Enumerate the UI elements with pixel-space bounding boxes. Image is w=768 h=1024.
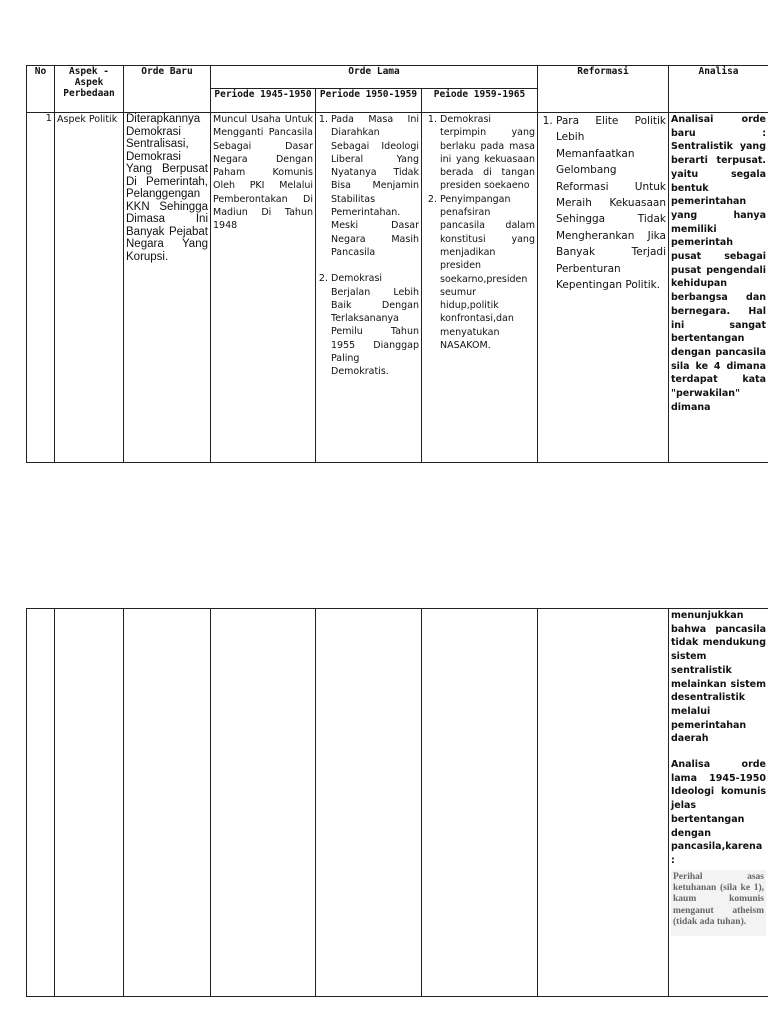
comparison-table-continued (26, 608, 768, 997)
aspect-label: Aspek Politik (55, 113, 124, 463)
empty-cell (316, 609, 422, 997)
reformasi-cell (538, 113, 669, 463)
header-periode-1950: Periode 1950-1959 (316, 89, 422, 113)
header-analisa: Analisa (669, 66, 768, 113)
empty-cell (55, 609, 124, 997)
empty-cell (211, 609, 316, 997)
header-orde-baru: Orde Baru (124, 66, 211, 113)
orde-baru-cell: Diterapkannya Demokrasi Sentralisasi, Demokrasi Yang Berpusat Di Pemerintah, Pelanggengan KKN Sehingga Dimasa Ini Banyak Pejabat Negara Yang Korupsi. (124, 113, 211, 463)
periode-1959-item: 1. Demokrasi terpimpin yang berlaku pada masa ini yang kekuasaan berada di tangan presiden soekaeno (440, 113, 535, 193)
header-no: No (27, 66, 55, 113)
analisa-paragraph: menunjukkan bahwa pancasila tidak mendukung sistem sentralistik melainkan sistem desentralistik melalui pemerintahan daerah (671, 610, 766, 745)
periode-1959-item: 2. Penyimpangan penafsiran pancasila dalam konstitusi yang menjadikan presiden soekarno,presiden seumur hidup,politik konfrontasi,dan menyatukan NASAKOM. (440, 193, 535, 353)
periode-1959-cell (422, 113, 538, 463)
empty-cell (538, 609, 669, 997)
header-periode-1959: Peiode 1959-1965 (422, 89, 538, 113)
reformasi-item: 1. Para Elite Politik Lebih Memanfaatkan Gelombang Reformasi Untuk Meraih Kekuasaan Sehingga Tidak Mengherankan Jika Banyak Terjadi Perbenturan Kepentingan Politik. (556, 113, 666, 293)
periode-1950-cell (316, 113, 422, 463)
header-aspek: Aspek - Aspek Perbedaan (55, 66, 124, 113)
header-reformasi: Reformasi (538, 66, 669, 113)
analisa-cell: Analisai orde baru : Sentralistik yang berarti terpusat. yaitu segala bentuk pemerintahan yang hanya memiliki pemerintah pusat sebagai pusat pengendali kehidupan berbangsa dan bernegara. Hal ini sangat bertentangan dengan pancasila sila ke 4 dimana terdapat kata "perwakilan" dimana (669, 113, 768, 463)
header-periode-1945: Periode 1945-1950 (211, 89, 316, 113)
periode-1950-item: 1. Pada Masa Ini Diarahkan Sebagai Ideologi Liberal Yang Nyatanya Tidak Bisa Menjamin Stabilitas Pemerintahan. Meski Dasar Negara Masih Pancasila (331, 113, 419, 259)
comparison-table (26, 65, 768, 463)
empty-cell (124, 609, 211, 997)
empty-cell (27, 609, 55, 997)
empty-cell (422, 609, 538, 997)
header-orde-lama: Orde Lama (211, 66, 538, 89)
analisa-cell-continued (669, 609, 768, 997)
row-number: 1 (27, 113, 55, 463)
periode-1950-item: 2. Demokrasi Berjalan Lebih Baik Dengan Terlaksananya Pemilu Tahun 1955 Dianggap Paling Demokratis. (331, 272, 419, 378)
analisa-paragraph: Analisa orde lama 1945-1950 Ideologi komunis jelas bertentangan dengan pancasila,karena : (671, 759, 766, 866)
analisa-note: Perihal asas ketuhanan (sila ke 1), kaum komunis menganut atheism (tidak ada tuhan). (671, 870, 766, 936)
periode-1945-cell: Muncul Usaha Untuk Mengganti Pancasila Sebagai Dasar Negara Dengan Paham Komunis Oleh PKI Melalui Pemberontakan Di Madiun Di Tahun 1948 (211, 113, 316, 463)
